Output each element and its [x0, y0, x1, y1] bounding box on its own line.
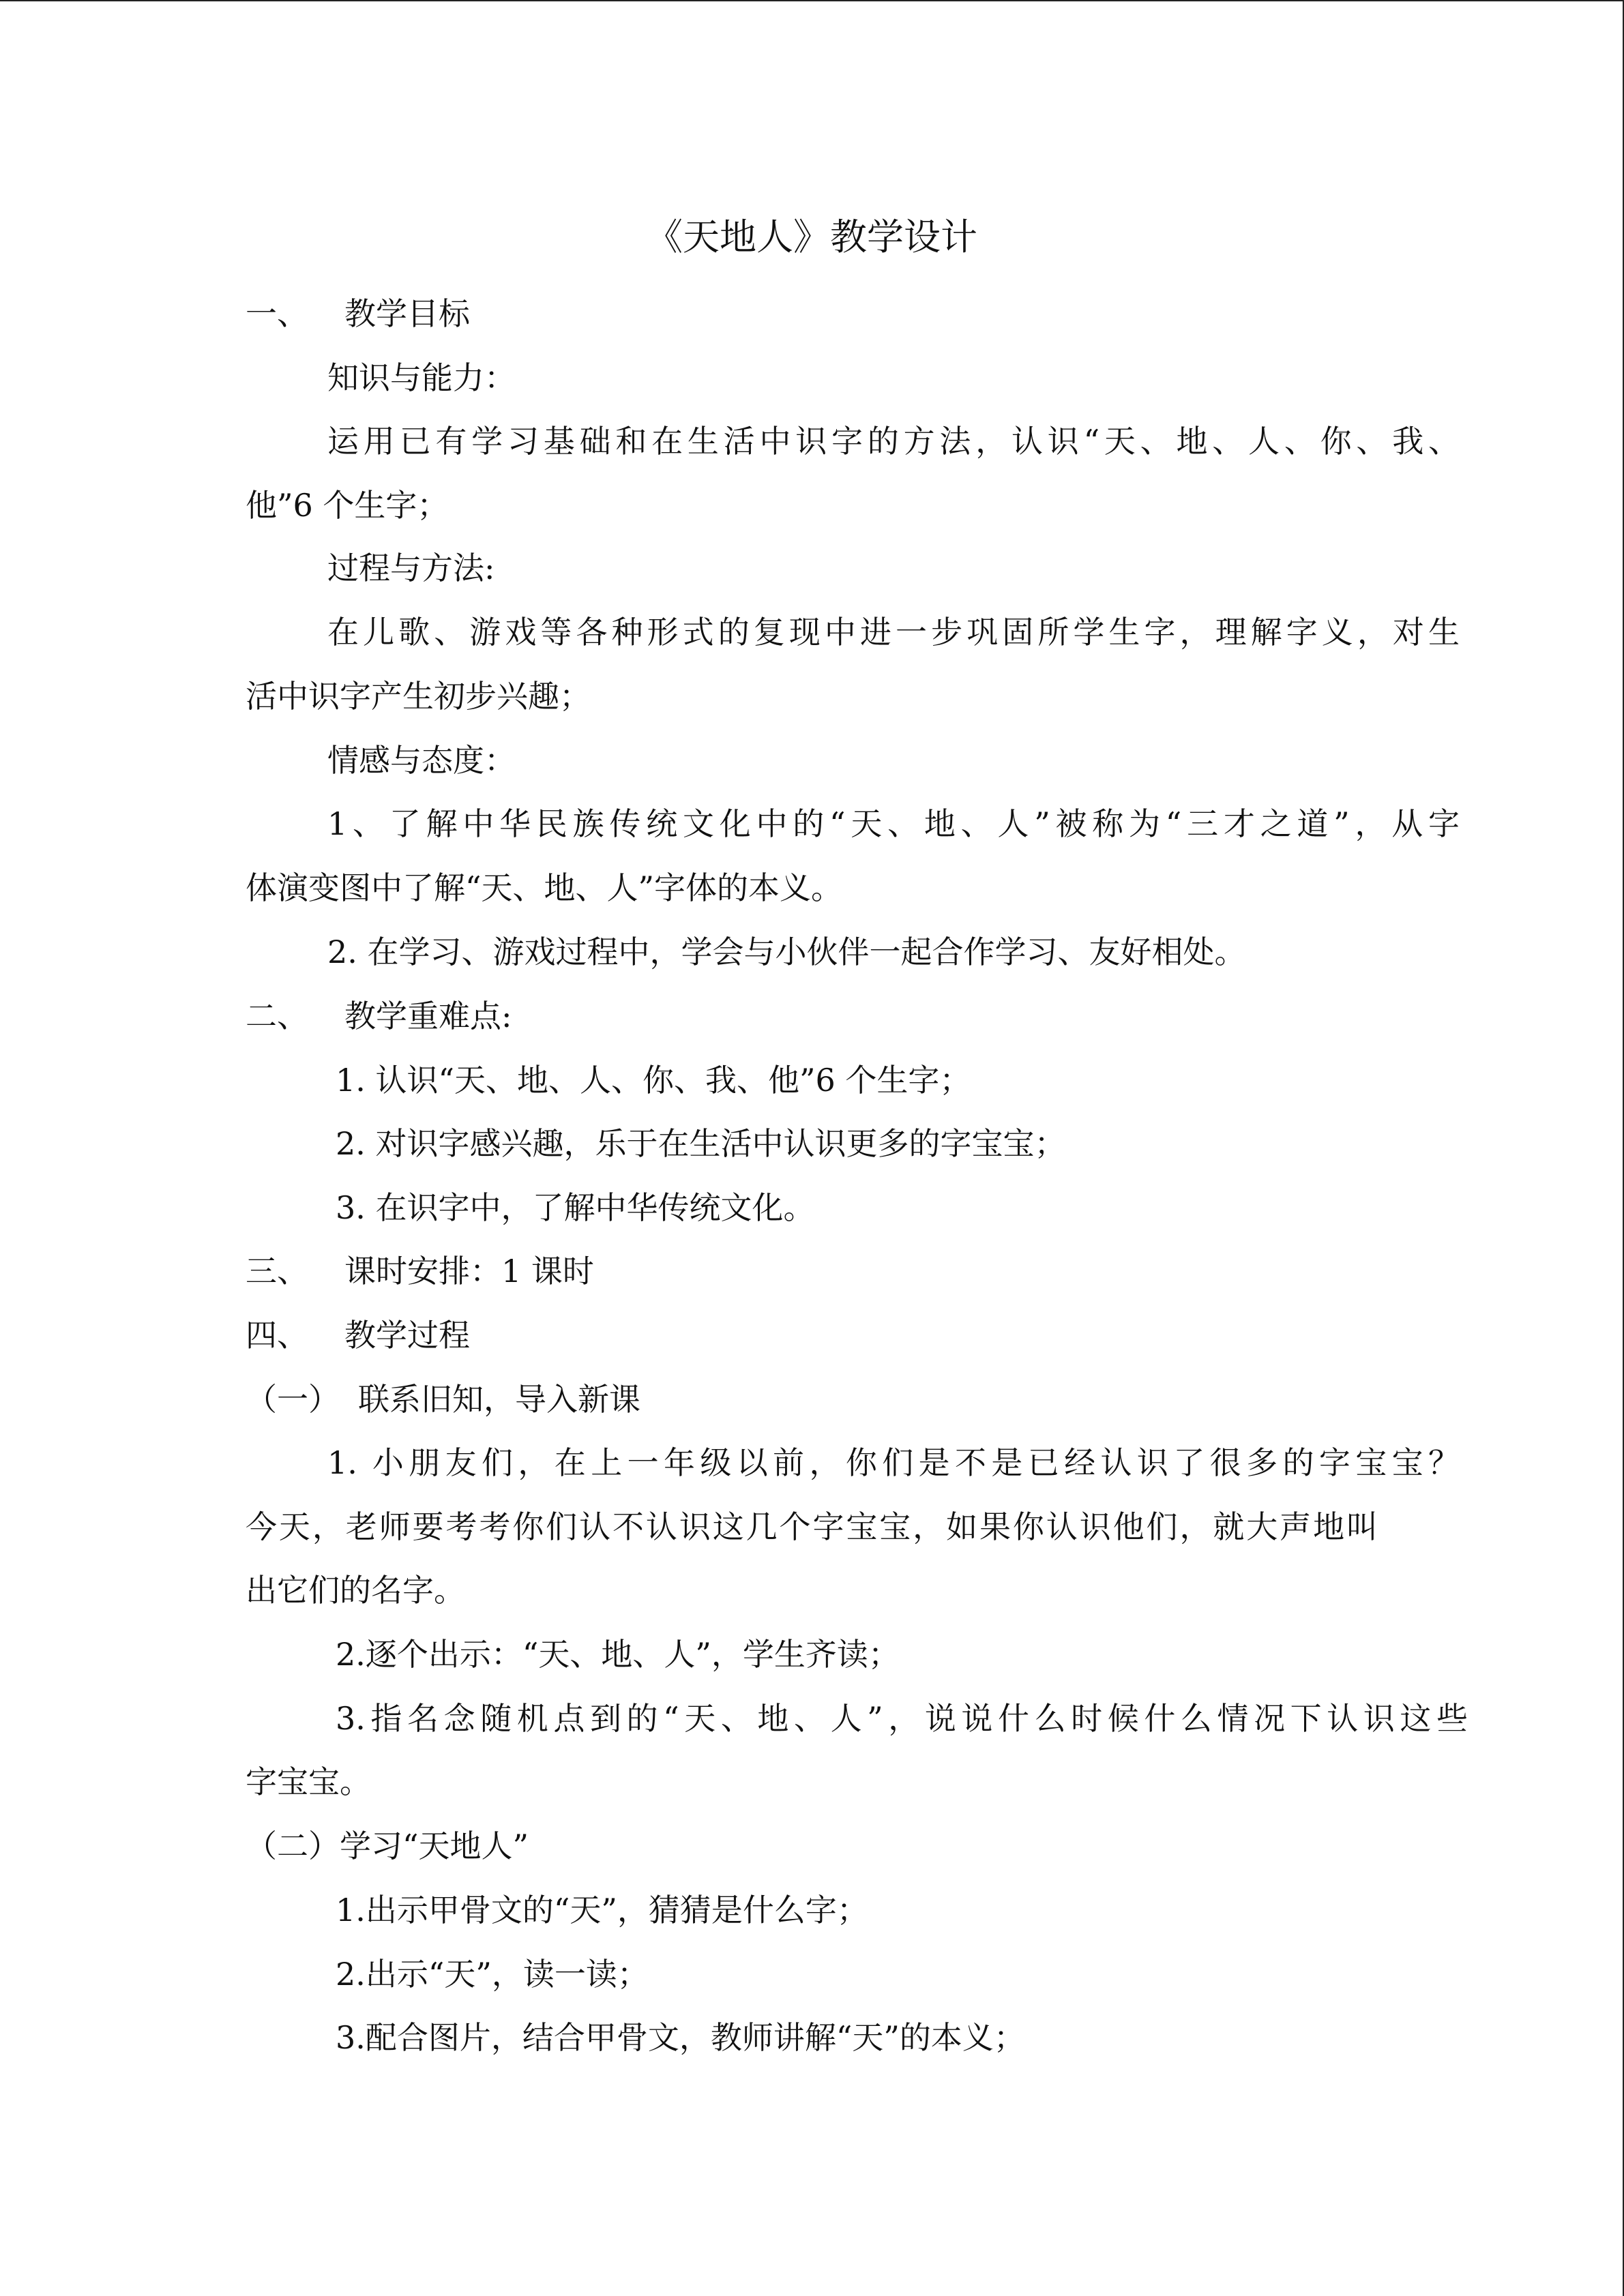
section-2-label: 教学重难点:	[344, 998, 512, 1034]
part-2-step-2: 2.出示“天”，读一读；	[336, 1956, 649, 1993]
knowledge-line-2: 他”6 个生字；	[246, 487, 449, 524]
key-point-2: 2. 对识字感兴趣，乐于在生活中认识更多的字宝宝；	[336, 1125, 1066, 1162]
part-1-step-1-line-3: 出它们的名字。	[246, 1572, 465, 1609]
section-4-number: 四、	[246, 1317, 308, 1354]
section-4-heading	[246, 1315, 1378, 1356]
key-point-1: 1. 认识“天、地、人、你、我、他”6 个生字；	[336, 1062, 971, 1099]
part-1-step-1-line-2: 今天，老师要考考你们认不认识这几个字宝宝，如果你认识他们，就大声地叫	[246, 1508, 1378, 1545]
part-1-step-3-line-2: 字宝宝。	[246, 1763, 371, 1800]
section-4-label: 教学过程	[344, 1317, 470, 1354]
section-2-number: 二、	[246, 998, 308, 1034]
section-3-label: 课时安排：1 课时	[344, 1253, 594, 1289]
emotion-item-1-line-2: 体演变图中了解“天、地、人”字体的本义。	[246, 869, 843, 906]
knowledge-heading: 知识与能力：	[327, 359, 516, 396]
part-2-step-3: 3.配合图片，结合甲骨文，教师讲解“天”的本义；	[336, 2019, 1025, 2056]
part-1-number: （一）	[246, 1381, 340, 1418]
part-1-step-3-line-1: 3.指名念随机点到的“天、地、人”，说说什么时候什么情况下认识这些	[336, 1700, 1468, 1737]
process-line-1: 在儿歌、游戏等各种形式的复现中进一步巩固所学生字，理解字义，对生	[327, 614, 1460, 651]
key-point-3: 3. 在识字中，了解中华传统文化。	[336, 1189, 815, 1226]
process-line-2: 活中识字产生初步兴趣；	[246, 678, 591, 715]
part-1-step-1-line-1: 1. 小朋友们，在上一年级以前，你们是不是已经认识了很多的字宝宝？	[327, 1444, 1460, 1481]
section-1-number: 一、	[246, 295, 308, 332]
part-2-heading: （二）学习“天地人”	[246, 1828, 529, 1864]
section-2-heading	[246, 996, 1378, 1037]
section-1-label: 教学目标	[344, 295, 470, 332]
section-3-number: 三、	[246, 1253, 308, 1289]
section-1-heading	[246, 293, 1378, 334]
part-1-heading	[246, 1379, 1378, 1420]
process-heading: 过程与方法:	[327, 550, 495, 586]
part-1-step-2: 2.逐个出示：“天、地、人”，学生齐读；	[336, 1636, 900, 1673]
part-1-label: 联系旧知，导入新课	[358, 1381, 640, 1418]
section-3-heading	[246, 1251, 1378, 1292]
emotion-item-2: 2. 在学习、游戏过程中，学会与小伙伴一起合作学习、友好相处。	[327, 934, 1246, 970]
document-title: 《天地人》教学设计	[646, 215, 977, 258]
part-2-step-1: 1.出示甲骨文的“天”，猜猜是什么字；	[336, 1892, 868, 1928]
knowledge-line-1: 运用已有学习基础和在生活中识字的方法，认识“天、地、人、你、我、	[327, 423, 1460, 460]
emotion-heading: 情感与态度：	[327, 742, 516, 779]
emotion-item-1-line-1: 1、了解中华民族传统文化中的“天、地、人”被称为“三才之道”，从字	[327, 805, 1460, 842]
